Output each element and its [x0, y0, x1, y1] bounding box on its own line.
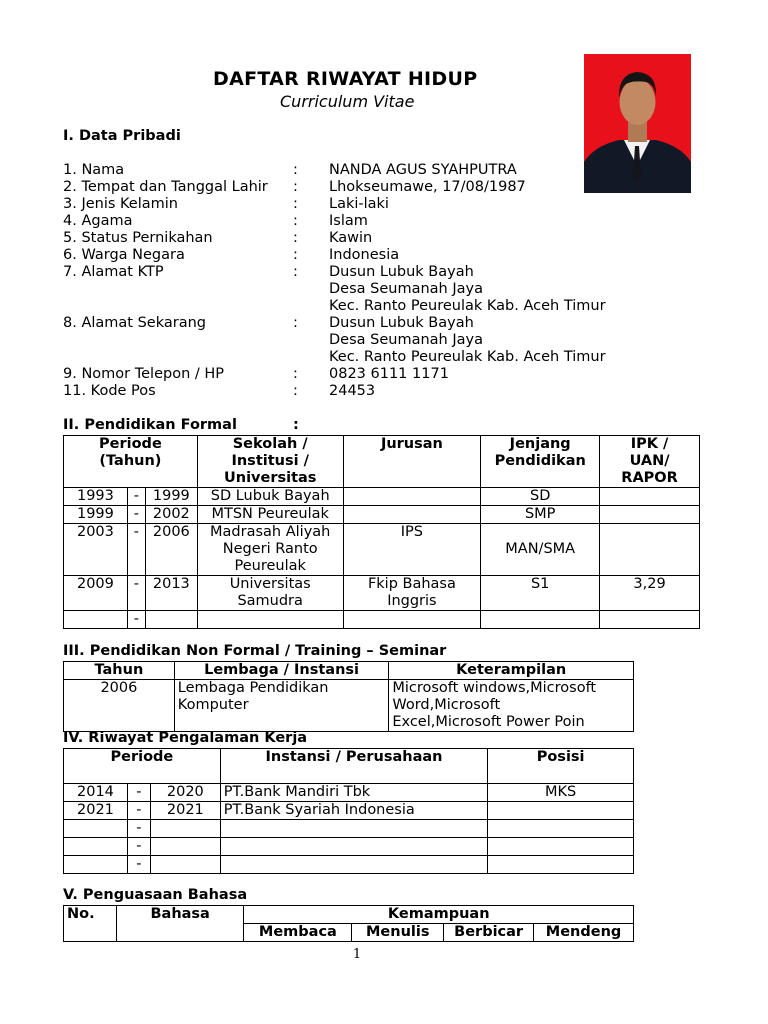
cell-position [488, 838, 634, 856]
cell-score: 3,29 [600, 576, 700, 611]
table-header-row [64, 436, 700, 488]
page-number: 1 [352, 947, 362, 962]
field-colon: : [293, 264, 298, 280]
field-value: 24453 [329, 383, 376, 399]
cell-to: 2021 [150, 802, 220, 820]
field-value: Lhokseumawe, 17/08/1987 [329, 179, 526, 195]
cell-skills: Microsoft windows,Microsoft Word,Microsoft Excel,Microsoft Power Poin [389, 680, 634, 732]
language-table [63, 905, 634, 942]
cell-major [343, 611, 481, 629]
table-row [64, 680, 634, 732]
cell-dash: - [127, 820, 150, 838]
cell-dash: - [127, 838, 150, 856]
column-header-posisi: Posisi [488, 749, 634, 784]
cell-school [197, 611, 343, 629]
cell-from: 1999 [64, 506, 128, 524]
field-label: 4. Agama [63, 213, 133, 229]
field-value: Indonesia [329, 247, 400, 263]
column-header-keterampilan: Keterampilan [389, 662, 634, 680]
person-portrait-icon [584, 54, 691, 193]
cell-to: 2002 [145, 506, 197, 524]
document-subtitle: Curriculum Vitae [280, 92, 415, 111]
table-row [64, 838, 634, 856]
cell-dash: - [127, 524, 145, 576]
field-colon: : [293, 366, 298, 382]
field-value: Laki-laki [329, 196, 389, 212]
field-label: 1. Nama [63, 162, 125, 178]
field-colon: : [293, 179, 298, 195]
cell-position [488, 856, 634, 874]
cell-dash: - [127, 576, 145, 611]
field-value: Kec. Ranto Peureulak Kab. Aceh Timur [329, 298, 606, 314]
field-value: Desa Seumanah Jaya [329, 281, 483, 297]
cell-score [600, 611, 700, 629]
column-header-tahun: Tahun [64, 662, 175, 680]
field-value: Kawin [329, 230, 373, 246]
table-row [64, 488, 700, 506]
field-label: 5. Status Pernikahan [63, 230, 213, 246]
field-colon: : [293, 196, 298, 212]
cell-position [488, 802, 634, 820]
column-header-berbicara: Berbicar [444, 924, 534, 942]
section-formal-education-heading [63, 417, 299, 433]
field-value: Desa Seumanah Jaya [329, 332, 483, 348]
cell-score [600, 488, 700, 506]
cell-company [220, 838, 487, 856]
work-experience-table [63, 748, 634, 874]
field-label: 7. Alamat KTP [63, 264, 164, 280]
column-header-bahasa: Bahasa [116, 906, 244, 942]
cell-major [343, 506, 481, 524]
document-title: DAFTAR RIWAYAT HIDUP [213, 68, 478, 90]
column-header-menulis: Menulis [352, 924, 444, 942]
cell-level: MAN/SMA [481, 524, 600, 576]
section-work-heading: IV. Riwayat Pengalaman Kerja [63, 730, 308, 746]
cell-from [64, 856, 128, 874]
cell-to [150, 838, 220, 856]
cell-from: 1993 [64, 488, 128, 506]
cell-from [64, 611, 128, 629]
cell-company [220, 820, 487, 838]
cell-score [600, 506, 700, 524]
field-colon: : [293, 315, 298, 331]
cell-major: IPS [343, 524, 481, 576]
cell-major: Fkip Bahasa Inggris [343, 576, 481, 611]
cell-institution: Lembaga Pendidikan Komputer [174, 680, 389, 732]
cell-to: 2013 [145, 576, 197, 611]
column-header-membaca: Membaca [244, 924, 352, 942]
cell-from [64, 838, 128, 856]
table-row [64, 784, 634, 802]
column-header-periode: Periode (Tahun) [64, 436, 198, 488]
cell-school: Universitas Samudra [197, 576, 343, 611]
section-language-heading: V. Penguasaan Bahasa [63, 887, 248, 903]
field-value: NANDA AGUS SYAHPUTRA [329, 162, 517, 178]
field-value: Dusun Lubuk Bayah [329, 264, 474, 280]
table-header-row [64, 662, 634, 680]
section-nonformal-heading: III. Pendidikan Non Formal / Training – Seminar [63, 643, 447, 659]
section-personal-heading: I. Data Pribadi [63, 128, 181, 144]
table-row [64, 524, 700, 576]
cell-level [481, 611, 600, 629]
cell-company [220, 856, 487, 874]
field-colon: : [293, 247, 298, 263]
table-header-row [64, 906, 634, 924]
cell-level: SD [481, 488, 600, 506]
cell-to [145, 611, 197, 629]
cell-from: 2009 [64, 576, 128, 611]
column-header-ipk: IPK / UAN/ RAPOR [600, 436, 700, 488]
cell-from [64, 820, 128, 838]
field-value: Dusun Lubuk Bayah [329, 315, 474, 331]
cell-position: MKS [488, 784, 634, 802]
cell-from: 2021 [64, 802, 128, 820]
cell-from: 2003 [64, 524, 128, 576]
column-header-jurusan: Jurusan [343, 436, 481, 488]
column-header-mendengar: Mendeng [534, 924, 634, 942]
cell-school: Madrasah Aliyah Negeri Ranto Peureulak [197, 524, 343, 576]
column-header-instansi: Instansi / Perusahaan [220, 749, 487, 784]
section-heading-colon: : [293, 417, 299, 433]
cell-to [150, 856, 220, 874]
field-colon: : [293, 230, 298, 246]
table-row [64, 802, 634, 820]
field-label: 2. Tempat dan Tanggal Lahir [63, 179, 268, 195]
field-label: 9. Nomor Telepon / HP [63, 366, 225, 382]
section-heading-text: II. Pendidikan Formal [63, 417, 237, 433]
field-value: Kec. Ranto Peureulak Kab. Aceh Timur [329, 349, 606, 365]
field-colon: : [293, 162, 298, 178]
table-row [64, 856, 634, 874]
cell-level: SMP [481, 506, 600, 524]
nonformal-education-table [63, 661, 634, 732]
cell-dash: - [127, 611, 145, 629]
cell-score [600, 524, 700, 576]
column-header-periode: Periode [64, 749, 221, 784]
column-header-lembaga: Lembaga / Instansi [174, 662, 389, 680]
cell-to: 2020 [150, 784, 220, 802]
cell-position [488, 820, 634, 838]
column-header-no: No. [64, 906, 117, 942]
field-label: 3. Jenis Kelamin [63, 196, 178, 212]
field-colon: : [293, 383, 298, 399]
field-label: 11. Kode Pos [63, 383, 156, 399]
cell-from: 2014 [64, 784, 128, 802]
field-colon: : [293, 213, 298, 229]
field-label: 6. Warga Negara [63, 247, 185, 263]
column-header-kemampuan: Kemampuan [244, 906, 634, 924]
cell-dash: - [127, 856, 150, 874]
cell-company: PT.Bank Mandiri Tbk [220, 784, 487, 802]
cell-company: PT.Bank Syariah Indonesia [220, 802, 487, 820]
table-row [64, 611, 700, 629]
cell-to [150, 820, 220, 838]
cell-year: 2006 [64, 680, 175, 732]
cell-dash: - [127, 802, 150, 820]
formal-education-table [63, 435, 700, 629]
cell-school: MTSN Peureulak [197, 506, 343, 524]
cell-to: 2006 [145, 524, 197, 576]
table-row [64, 576, 700, 611]
profile-photo [584, 54, 691, 193]
cell-level: S1 [481, 576, 600, 611]
column-header-jenjang: Jenjang Pendidikan [481, 436, 600, 488]
cell-dash: - [127, 488, 145, 506]
cell-dash: - [127, 784, 150, 802]
cell-school: SD Lubuk Bayah [197, 488, 343, 506]
table-header-row [64, 749, 634, 784]
table-row [64, 506, 700, 524]
cell-major [343, 488, 481, 506]
field-value: 0823 6111 1171 [329, 366, 449, 382]
cell-to: 1999 [145, 488, 197, 506]
column-header-sekolah: Sekolah / Institusi / Universitas [197, 436, 343, 488]
field-label: 8. Alamat Sekarang [63, 315, 206, 331]
field-value: Islam [329, 213, 368, 229]
table-row [64, 820, 634, 838]
cell-dash: - [127, 506, 145, 524]
